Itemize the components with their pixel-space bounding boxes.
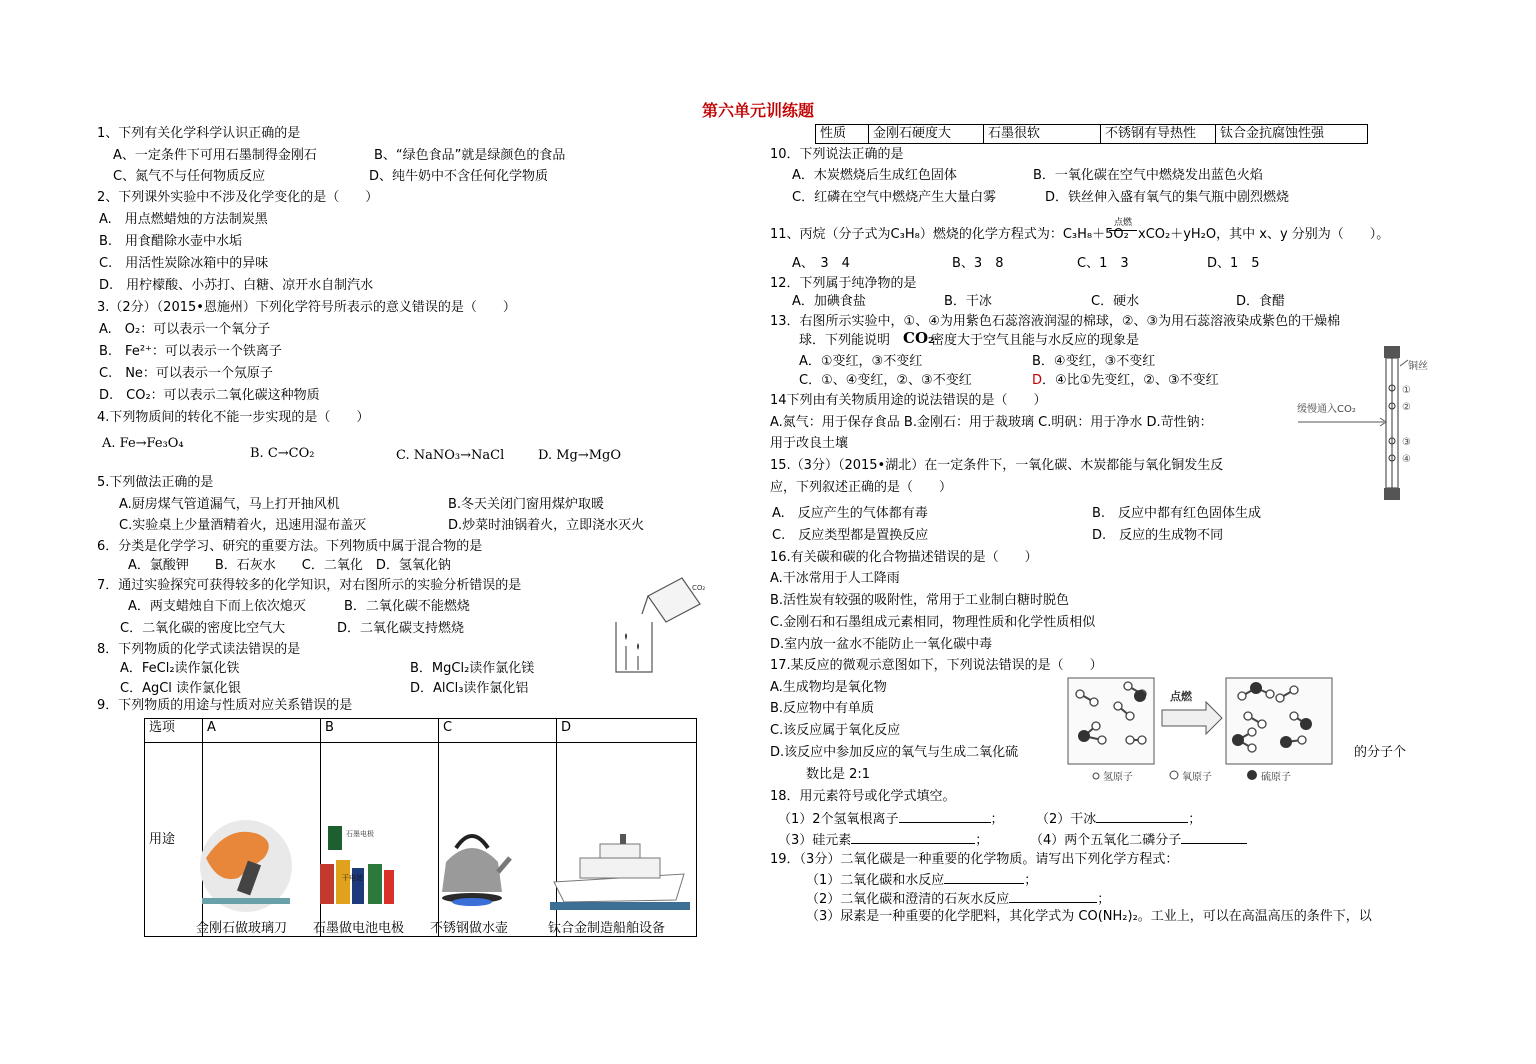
q14-stem: 14下列由有关物质用途的说法错误的是（ ） [770, 393, 1047, 408]
q12-option-d: D．食醋 [1236, 294, 1286, 309]
q16-option-c: C.金刚石和石墨组成元素相同，物理性质和化学性质相似 [770, 615, 1096, 630]
reaction-arrow-label: 点燃 [1170, 690, 1192, 703]
q18-stem: 18．用元素符号或化学式填空。 [770, 789, 956, 804]
q13-option-a: A．①变红，③不变红 [799, 354, 923, 369]
q17-option-a: A.生成物均是氧化物 [770, 680, 887, 695]
q15-option-d: D. 反应的生成物不同 [1092, 528, 1224, 543]
q13-option-c: C．①、④变红，②、③不变红 [799, 373, 972, 388]
q9-caption-d: 钛合金制造船舶设备 [548, 921, 666, 936]
beaker-co2-label: CO₂ [692, 584, 706, 592]
q5-option-a: A.厨房煤气管道漏气，马上打开抽风机 [119, 497, 340, 512]
prop-cell-0: 性质 [816, 125, 869, 144]
q11-ignite-label: 点燃 [1114, 218, 1133, 228]
q15-option-b: B. 反应中都有红色固体生成 [1092, 506, 1262, 521]
kettle-image [432, 822, 512, 914]
q3-option-a: A. O₂：可以表示一个氧分子 [99, 322, 271, 337]
q2-option-a: A. 用点燃蜡烛的方法制炭黑 [99, 212, 268, 227]
q17-option-d: D.该反应中参加反应的氧气与生成二氧化硫 [770, 745, 1019, 760]
prop-cell-3: 不锈钢有导热性 [1101, 125, 1216, 144]
q5-option-b: B.冬天关闭门窗用煤炉取暖 [448, 497, 605, 512]
q4-option-c: C. NaNO₃→NaCl [396, 448, 505, 463]
prop-cell-4: 钛合金抗腐蚀性强 [1216, 125, 1368, 144]
q9-row-label: 用途 [145, 743, 203, 937]
reaction-micro-diagram [1066, 676, 1336, 786]
q13-stem: 13．右图所示实验中，①、④为用紫色石蕊溶液润湿的棉球，②、③为用石蕊溶液染成紫色的干燥棉 [770, 314, 1341, 329]
q19-blank-2[interactable] [1009, 890, 1097, 903]
q7-option-b: B．二氧化碳不能燃烧 [344, 599, 470, 614]
q8-option-a: A．FeCl₂读作氯化铁 [120, 661, 240, 676]
q17-stem: 17.某反应的微观示意图如下，下列说法错误的是（ ） [770, 658, 1103, 673]
q14-options-2: 用于改良土壤 [770, 436, 849, 451]
q18-item-1 [778, 810, 1004, 828]
q11-option-c: C、1 3 [1077, 256, 1129, 271]
beaker-candle-illustration [612, 574, 708, 676]
q5-option-c: C.实验桌上少量酒精着火，迅速用湿布盖灭 [119, 518, 367, 533]
battery-graphite-label: 石墨电极 [346, 830, 374, 838]
q16-option-d: D.室内放一盆水不能防止一氧化碳中毒 [770, 637, 993, 652]
q18-item-1-sep: ； [990, 812, 1004, 827]
q11-ignite-line [1109, 230, 1137, 231]
q15-stem-2: 应，下列叙述正确的是（ ） [770, 480, 953, 495]
q2-option-c: C. 用活性炭除冰箱中的异味 [99, 256, 269, 271]
prop-cell-2: 石墨很软 [984, 125, 1101, 144]
q9-caption-b: 石墨做电池电极 [313, 921, 405, 936]
q18-item-4 [1030, 831, 1247, 849]
q10-option-c: C．红磷在空气中燃烧产生大量白雾 [792, 190, 997, 205]
apparatus-wire-label: 铜丝 [1408, 361, 1428, 372]
q12-option-a: A．加碘食盐 [792, 294, 866, 309]
q13-stem-3: 密度大于空气且能与水反应的现象是 [931, 333, 1140, 348]
q19-item-2 [806, 890, 1110, 908]
q13-co2: CO₂ [903, 329, 935, 347]
q6-options: A．氯酸钾 B．石灰水 C．二氧化 D．氢氧化钠 [128, 558, 451, 573]
q9-header-d: D [557, 719, 697, 743]
q1-option-a: A、一定条件下可用石墨制得金刚石 [113, 148, 317, 163]
q9-header-b: B [321, 719, 439, 743]
apparatus-mark-4: ④ [1402, 454, 1411, 465]
q10-stem: 10．下列说法正确的是 [770, 147, 904, 162]
q9-stem: 9．下列物质的用途与性质对应关系错误的是 [97, 698, 353, 713]
q1-option-b: B、“绿色食品”就是绿颜色的食品 [374, 148, 566, 163]
q18-item-3-sep: ； [975, 833, 989, 848]
q4-stem: 4.下列物质间的转化不能一步实现的是（ ） [97, 410, 370, 425]
q15-option-c: C. 反应类型都是置换反应 [772, 528, 929, 543]
q9-header-c: C [439, 719, 557, 743]
q16-option-a: A.干冰常用于人工降雨 [770, 571, 900, 586]
q1-option-c: C、氮气不与任何物质反应 [113, 169, 266, 184]
q11-stem: 11、丙烷（分子式为C₃H₈）燃烧的化学方程式为：C₃H₈＋5O₂ [770, 227, 1129, 242]
apparatus-mark-2: ② [1402, 402, 1411, 413]
q11-stem-end: xCO₂＋yH₂O，其中 x、y 分别为（ ）。 [1138, 227, 1390, 242]
prop-cell-1: 金刚石硬度大 [869, 125, 984, 144]
q11-option-d: D、1 5 [1207, 256, 1260, 271]
q1-option-d: D、纯牛奶中不含任何化学物质 [369, 169, 549, 184]
q5-option-d: D.炒菜时油锅着火，立即浇水灭火 [448, 518, 645, 533]
apparatus-gas-label: 缓慢通入CO₂ [1297, 404, 1356, 415]
q19-item-2-label: （2）二氧化碳和澄清的石灰水反应 [806, 892, 1010, 907]
q18-item-2 [1036, 810, 1201, 828]
q11-option-a: A、 3 4 [792, 256, 850, 271]
q12-option-b: B．干冰 [944, 294, 992, 309]
q1-stem: 1、下列有关化学科学认识正确的是 [97, 126, 301, 141]
q3-option-d: D. CO₂：可以表示二氧化碳这种物质 [99, 388, 320, 403]
q19-item-3: （3）尿素是一种重要的化学肥料，其化学式为 CO(NH₂)₂。工业上，可以在高温高压的条件下，以 [806, 909, 1372, 924]
q8-option-c: C．AgCl 读作氯化银 [120, 681, 242, 696]
q19-item-1 [806, 871, 1037, 889]
q4-option-a: A. Fe→Fe₃O₄ [102, 436, 184, 451]
q7-option-d: D．二氧化碳支持燃烧 [337, 621, 465, 636]
q3-option-b: B. Fe²⁺：可以表示一个铁离子 [99, 344, 282, 359]
q17-option-b: B.反应物中有单质 [770, 701, 875, 716]
q10-option-a: A．木炭燃烧后生成红色固体 [792, 168, 957, 183]
q19-blank-1[interactable] [944, 871, 1024, 884]
q18-item-1-label: （1）2个氢氧根离子 [778, 812, 899, 827]
q18-blank-4[interactable] [1181, 831, 1247, 844]
q8-option-b: B．MgCl₂读作氯化镁 [410, 661, 535, 676]
q13-option-d-letter: D [1032, 373, 1043, 388]
q18-blank-3[interactable] [851, 831, 975, 844]
q7-option-c: C．二氧化碳的密度比空气大 [120, 621, 286, 636]
q2-stem: 2、下列课外实验中不涉及化学变化的是（ ） [97, 190, 379, 205]
q2-option-d: D. 用柠檬酸、小苏打、白糖、凉开水自制汽水 [99, 278, 374, 293]
q19-item-1-label: （1）二氧化碳和水反应 [806, 873, 945, 888]
q18-item-2-sep: ； [1188, 812, 1202, 827]
q19-stem: 19．（3分）二氧化碳是一种重要的化学物质。请写出下列化学方程式： [770, 852, 1179, 867]
battery-image [316, 824, 400, 908]
page-title: 第六单元训练题 [702, 101, 815, 120]
apparatus-mark-1: ① [1402, 385, 1411, 396]
apparatus-mark-3: ③ [1402, 437, 1411, 448]
q13-option-b: B．④变红，③不变红 [1032, 354, 1156, 369]
glass-tube-apparatus [1296, 346, 1436, 502]
q17-option-d-2: 的分子个 [1354, 745, 1407, 760]
q14-options: A.氮气：用于保存食品 B.金刚石：用于裁玻璃 C.明矾：用于净水 D.苛性钠： [770, 415, 1213, 430]
q4-option-d: D. Mg→MgO [538, 448, 622, 463]
q4-option-b: B. C→CO₂ [250, 446, 315, 461]
q11-option-b: B、3 8 [952, 256, 1004, 271]
q6-stem: 6．分类是化学学习、研究的重要方法。下列物质中属于混合物的是 [97, 539, 483, 554]
q17-option-d-3: 数比是 2:1 [806, 767, 871, 782]
q3-stem: 3.（2分）（2015•恩施州）下列化学符号所表示的意义错误的是（ ） [97, 300, 516, 315]
q9-caption-a: 金刚石做玻璃刀 [196, 921, 288, 936]
q18-blank-1[interactable] [899, 810, 991, 823]
ship-image [550, 830, 690, 910]
q18-item-2-label: （2）干冰 [1036, 812, 1097, 827]
battery-dry-cell-label: 干电池 [342, 874, 363, 882]
property-table [815, 124, 1368, 144]
q12-option-c: C．硬水 [1091, 294, 1140, 309]
q15-stem: 15.（3分）（2015•湖北）在一定条件下，一氧化碳、木炭都能与氧化铜发生反 [770, 458, 1224, 473]
q12-stem: 12．下列属于纯净物的是 [770, 276, 917, 291]
q19-item-2-sep: ； [1097, 892, 1111, 907]
q18-item-3-label: （3）硅元素 [778, 833, 852, 848]
q7-option-a: A．两支蜡烛自下而上依次熄灭 [128, 599, 306, 614]
q10-option-d: D．铁丝伸入盛有氧气的集气瓶中剧烈燃烧 [1045, 190, 1290, 205]
legend-hydrogen: 氢原子 [1103, 772, 1133, 783]
q18-item-4-label: （4）两个五氧化二磷分子 [1030, 833, 1182, 848]
q9-header-a: A [203, 719, 321, 743]
q10-option-b: B．一氧化碳在空气中燃烧发出蓝色火焰 [1033, 168, 1263, 183]
q2-option-b: B. 用食醋除水壶中水垢 [99, 234, 243, 249]
q7-stem: 7．通过实验探究可获得较多的化学知识，对右图所示的实验分析错误的是 [97, 578, 522, 593]
q13-option-d: ．④比①先变红，②、③不变红 [1042, 373, 1219, 388]
legend-sulfur: 硫原子 [1261, 772, 1291, 783]
q3-option-c: C. Ne：可以表示一个氖原子 [99, 366, 273, 381]
q16-stem: 16.有关碳和碳的化合物描述错误的是（ ） [770, 550, 1038, 565]
q17-option-c: C.该反应属于氧化反应 [770, 723, 901, 738]
q19-item-1-sep: ； [1024, 873, 1038, 888]
q9-caption-c: 不锈钢做水壶 [430, 921, 509, 936]
q8-option-d: D．AlCl₃读作氯化铝 [410, 681, 529, 696]
q15-option-a: A. 反应产生的气体都有毒 [772, 506, 928, 521]
glass-cutter-image [198, 818, 294, 914]
q18-blank-2[interactable] [1096, 810, 1188, 823]
q5-stem: 5.下列做法正确的是 [97, 475, 214, 490]
q13-stem-2: 球．下列能说明 [799, 333, 891, 348]
q16-option-b: B.活性炭有较强的吸附性，常用于工业制白糖时脱色 [770, 593, 1070, 608]
q18-item-3 [778, 831, 988, 849]
legend-oxygen: 氧原子 [1182, 772, 1212, 783]
q9-header-option: 选项 [145, 719, 203, 743]
q8-stem: 8．下列物质的化学式读法错误的是 [97, 642, 301, 657]
